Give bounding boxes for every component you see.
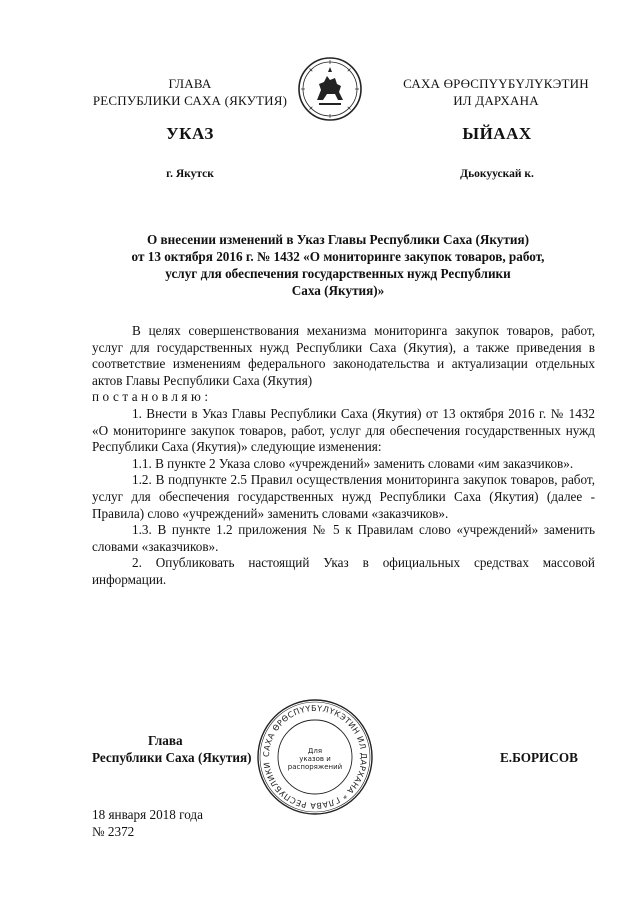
city-left: г. Якутск — [166, 168, 214, 180]
title-line3: услуг для обеспечения государственных нужд Республики — [165, 266, 511, 281]
document-date: 18 января 2018 года — [92, 807, 203, 822]
paragraph-1-1: 1.1. В пункте 2 Указа слово «учреждений» заменить словами «им заказчиков». — [132, 455, 574, 471]
issuer-left-line2: РЕСПУБЛИКИ САХА (ЯКУТИЯ) — [92, 93, 288, 108]
title-line4: Саха (Якутия)» — [291, 283, 385, 298]
issuer-right — [365, 75, 627, 109]
decree-word: постановляю: — [92, 389, 212, 405]
issuer-left — [60, 75, 320, 109]
issuer-right-line1: САХА ӨРӨСПҮҮБҮЛҮКЭТИН — [403, 76, 589, 91]
signatory-title-line2: Республики Саха (Якутия) — [92, 750, 252, 765]
doc-type-left: УКАЗ — [166, 124, 214, 143]
intro-paragraph: В целях совершенствования механизма мониторинга закупок товаров, работ, услуг для государственных нужд Республики Саха (Якутия), а также приведения в соответствие изменениям федерального законодательства и актуализации отдельных актов Главы Республики Саха (Якутия) — [92, 323, 595, 388]
issuer-left-line1: ГЛАВА — [168, 76, 212, 91]
stamp-center-line1: Для — [307, 747, 323, 755]
stamp-center-line3: распоряжений — [287, 763, 343, 771]
document-body — [92, 323, 595, 589]
signatory-title-line1: Глава — [148, 733, 183, 748]
paragraph-1: 1. Внести в Указ Главы Республики Саха (Якутия) от 13 октября 2016 г. № 1432 «О мониторинге закупок товаров, работ, услуг для обеспечения государственных нужд Республики Саха (Якутия)» следующие изменения: — [92, 405, 595, 455]
stamp-center-line2: указов и — [299, 755, 331, 763]
coat-of-arms — [297, 56, 363, 122]
stamp-ring-text: САХА ӨРӨСПҮҮБҮЛҮКЭТИН ИЛ ДАРХАНА * ГЛАВА РЕСПУБЛИКИ — [261, 703, 369, 811]
paragraph-1-2: 1.2. В подпункте 2.5 Правил осуществления мониторинга закупок товаров, работ, услуг для обеспечения государственных нужд Республики Саха (Якутия) (далее - Правила) слово «учреждений» заменить словами «заказчиков». — [92, 472, 595, 521]
doc-type-right: ЫЙААХ — [462, 124, 532, 143]
paragraph-1-3: 1.3. В пункте 1.2 приложения № 5 к Правилам слово «учреждений» заменить словами «заказчиков». — [92, 522, 595, 554]
title-line2: от 13 октября 2016 г. № 1432 «О мониторинге закупок товаров, работ, — [131, 249, 545, 264]
title-line1: О внесении изменений в Указ Главы Республики Саха (Якутия) — [146, 232, 530, 247]
paragraph-2: 2. Опубликовать настоящий Указ в официальных средствах массовой информации. — [92, 555, 595, 587]
document-date-number — [92, 806, 203, 840]
signatory-title — [92, 732, 251, 766]
official-stamp — [255, 697, 375, 817]
document-title — [88, 231, 588, 299]
document-number: № 2372 — [92, 824, 135, 839]
city-right: Дьокуускай к. — [460, 168, 534, 180]
issuer-right-line2: ИЛ ДАРХАНА — [453, 93, 539, 108]
signatory-name: Е.БОРИСОВ — [500, 750, 578, 765]
